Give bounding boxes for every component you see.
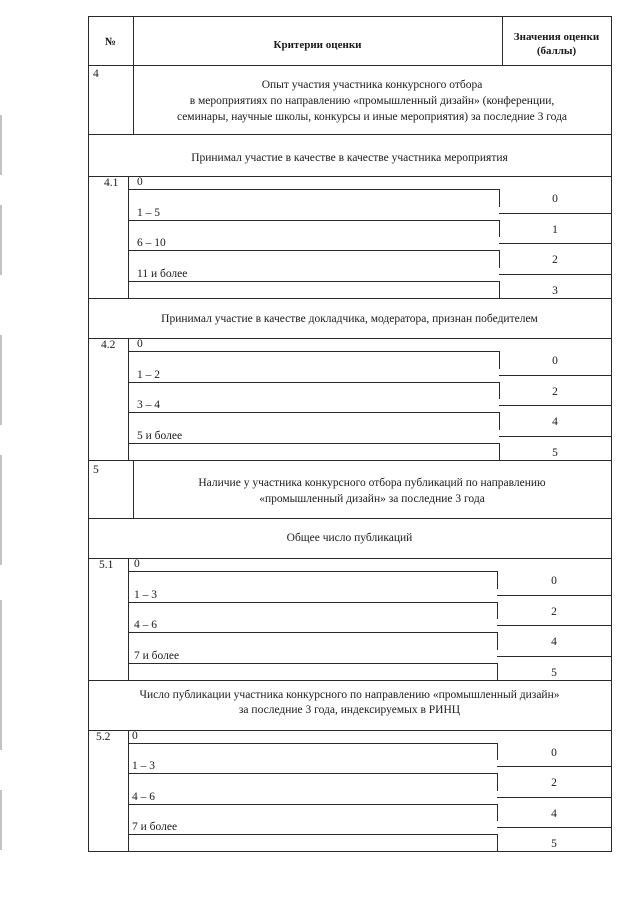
criterion-row-score: 5 [551,838,557,850]
subsection-heading: Принимал участие в качестве докладчика, модератора, признан победителем [161,313,538,325]
scan-edge-mark [0,205,2,275]
criterion-row-score: 0 [551,747,557,759]
criterion-row-score: 0 [552,355,558,367]
criterion-row-score: 3 [552,285,558,297]
criterion-row-score: 5 [552,447,558,459]
subsection-number: 5.1 [99,559,114,571]
criterion-row-score: 4 [551,636,557,648]
subsection-number: 4.1 [104,177,119,189]
criterion-row-score: 2 [552,254,558,266]
scan-edge-mark [0,455,2,565]
criterion-row-label: 4 – 6 [132,791,155,803]
criterion-row-score: 2 [551,606,557,618]
criterion-row-label: 1 – 5 [137,207,160,219]
score-row-rule [497,595,611,596]
label-underline [128,351,499,352]
subsection-heading: Число публикации участника конкурсного по направлению «промышленный дизайн» [139,689,560,701]
subsection-heading: Принимал участие в качестве в качестве участника мероприятия [191,152,508,164]
table-border-left [88,16,89,852]
header-divider-score [502,16,503,65]
section-title-rule [88,134,612,135]
label-underline [128,220,499,221]
subsection-num-divider [128,338,129,460]
section-number: 5 [93,464,99,476]
section-title-rule [88,518,612,519]
scan-edge-mark [0,335,2,425]
label-underline [128,382,499,383]
score-row-rule [497,827,611,828]
subsection-bottom-rule [88,680,612,681]
header-score: Значения оценки (баллы) [513,31,600,57]
score-row-rule [499,274,611,275]
subsection-bottom-rule [88,851,612,852]
label-underline [128,834,497,835]
criterion-row-score: 4 [551,808,557,820]
subsection-heading: за последние 3 года, индексируемых в РИНЦ [238,704,461,716]
score-row-rule [499,405,611,406]
criterion-row-score: 2 [552,386,558,398]
criterion-row-score: 0 [552,193,558,205]
criterion-row-label: 1 – 2 [137,369,160,381]
scan-edge-mark [0,115,2,175]
score-row-rule [499,213,611,214]
label-underline [128,773,497,774]
criterion-row-label: 7 и более [134,650,180,662]
label-underline [128,632,497,633]
criterion-row-score: 1 [552,224,558,236]
score-row-rule [497,656,611,657]
score-row-rule [497,797,611,798]
label-underline [128,602,497,603]
header-bottom-rule [88,65,612,66]
criterion-row-label: 5 и более [137,430,183,442]
criterion-row-label: 0 [137,176,143,188]
section-title-line: Опыт участия участника конкурсного отбора [261,79,483,91]
subsection-number: 4.2 [101,339,116,351]
score-row-rule [499,375,611,376]
criterion-row-score: 0 [551,575,557,587]
criterion-row-score: 2 [551,777,557,789]
table-border-right [611,16,612,852]
label-underline [128,412,499,413]
label-underline [128,571,497,572]
label-underline [128,250,499,251]
criterion-row-score: 4 [552,416,558,428]
criterion-row-label: 11 и более [137,268,188,280]
criterion-row-label: 6 – 10 [137,237,166,249]
subsection-num-divider [128,730,129,851]
label-underline [128,804,497,805]
scan-edge-mark [0,790,2,850]
table-border-top [88,16,612,17]
subsection-bottom-rule [88,298,612,299]
criterion-row-label: 1 – 3 [132,760,155,772]
label-underline [128,743,497,744]
criterion-row-label: 4 – 6 [134,619,157,631]
header-criteria: Критерии оценки [273,39,362,51]
subsection-heading: Общее число публикаций [286,532,413,544]
score-row-rule [497,625,611,626]
subsection-number: 5.2 [96,731,111,743]
label-underline [128,281,499,282]
criterion-row-label: 0 [137,338,143,350]
criterion-row-score: 5 [551,667,557,679]
criterion-row-label: 7 и более [132,821,178,833]
header-num: № [104,36,117,48]
subsection-num-divider [128,176,129,298]
criterion-row-label: 0 [134,558,140,570]
criterion-row-label: 0 [132,730,138,742]
score-row-rule [499,243,611,244]
label-underline [128,663,497,664]
criterion-row-label: 1 – 3 [134,589,157,601]
section-title-line: «промышленный дизайн» за последние 3 года [259,493,485,505]
section-number: 4 [93,68,99,80]
section-title-line: Наличие у участника конкурсного отбора публикаций по направлению [198,477,546,489]
section-title-line: в мероприятиях по направлению «промышленный дизайн» (конференции, [189,95,555,107]
scan-edge-mark [0,600,2,750]
section-title-line: семинары, научные школы, конкурсы и иные мероприятия) за последние 3 года [176,111,568,123]
criterion-row-label: 3 – 4 [137,399,160,411]
score-row-rule [497,766,611,767]
subsection-num-divider [128,558,129,680]
label-underline [128,443,499,444]
score-row-rule [499,436,611,437]
subsection-bottom-rule [88,460,612,461]
label-underline [128,189,499,190]
